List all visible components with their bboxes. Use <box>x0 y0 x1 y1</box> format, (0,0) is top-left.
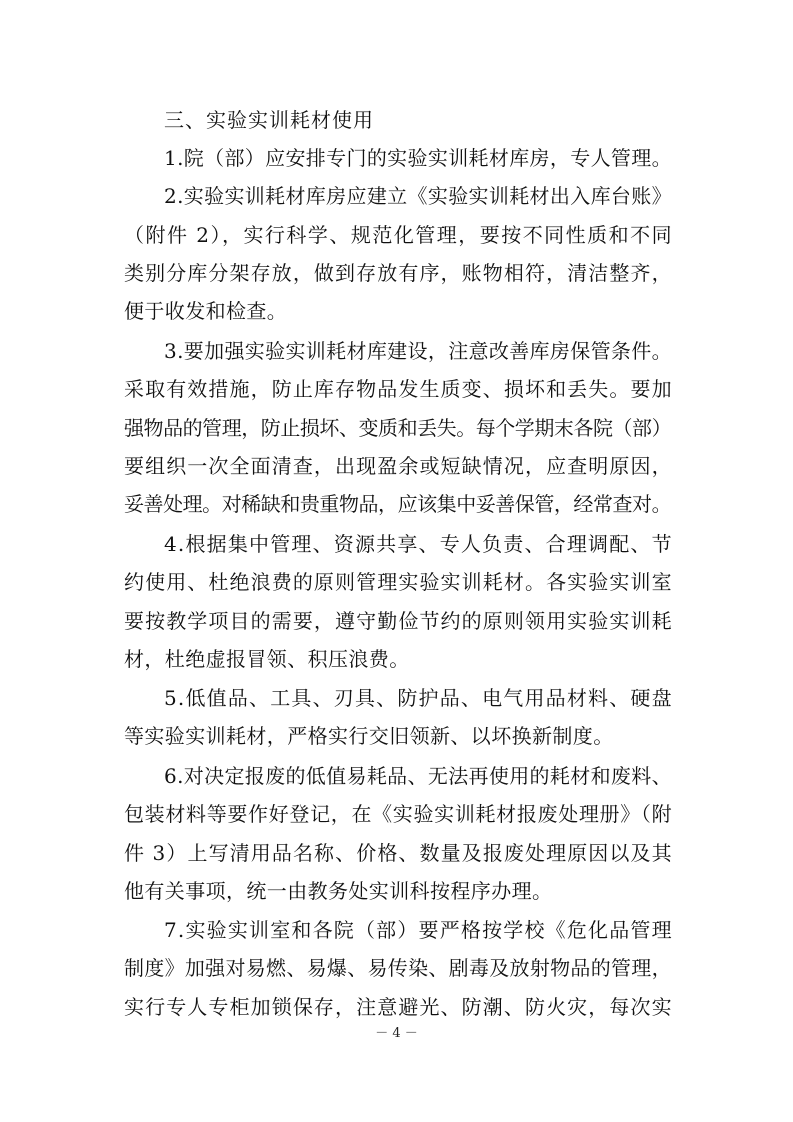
paragraph-3-line-4: 要组织一次全面清查，出现盈余或短缺情况，应查明原因， <box>124 454 673 478</box>
paragraph-6-line-3: 件 3）上写清用品名称、价格、数量及报废处理原因以及其 <box>124 841 673 865</box>
paragraph-3-line-2: 采取有效措施，防止库存物品发生质变、损坏和丢失。要加 <box>124 377 673 401</box>
paragraph-3-line-5: 妥善处理。对稀缺和贵重物品，应该集中妥善保管，经常查对。 <box>124 492 672 516</box>
paragraph-2-line-1: 2.实验实训耗材库房应建立《实验实训耗材出入库台账》 <box>164 184 672 208</box>
paragraph-4-line-1: 4.根据集中管理、资源共享、专人负责、合理调配、节 <box>164 532 673 556</box>
page-number: － 4 － <box>375 1026 418 1041</box>
paragraph-4-line-2: 约使用、杜绝浪费的原则管理实验实训耗材。各实验实训室 <box>124 570 673 594</box>
paragraph-6-line-2: 包装材料等要作好登记，在《实验实训耗材报废处理册》（附 <box>124 802 673 826</box>
paragraph-2-line-2: （附件 2），实行科学、规范化管理，要按不同性质和不同 <box>124 223 674 247</box>
paragraph-7-line-3: 实行专人专柜加锁保存，注意避光、防潮、防火灾，每次实 <box>124 995 673 1019</box>
paragraph-1-line-1: 1.院（部）应安排专门的实验实训耗材库房，专人管理。 <box>164 146 672 170</box>
section-heading: 三、实验实训耗材使用 <box>164 108 374 132</box>
paragraph-2-line-3: 类别分库分架存放，做到存放有序，账物相符，清洁整齐， <box>124 261 673 285</box>
paragraph-7-line-2: 制度》加强对易燃、易爆、易传染、剧毒及放射物品的管理， <box>124 956 672 980</box>
paragraph-7-line-1: 7.实验实训室和各院（部）要严格按学校《危化品管理 <box>164 918 673 942</box>
paragraph-4-line-4: 材，杜绝虚报冒领、积压浪费。 <box>124 647 410 671</box>
paragraph-3-line-1: 3.要加强实验实训耗材库建设，注意改善库房保管条件。 <box>164 339 672 363</box>
paragraph-6-line-4: 他有关事项，统一由教务处实训科按程序办理。 <box>124 879 553 903</box>
paragraph-2-line-4: 便于收发和检查。 <box>124 299 288 323</box>
paragraph-5-line-1: 5.低值品、工具、刃具、防护品、电气用品材料、硬盘 <box>164 686 673 710</box>
paragraph-5-line-2: 等实验实训耗材，严格实行交旧领新、以坏换新制度。 <box>124 724 614 748</box>
paragraph-4-line-3: 要按教学项目的需要，遵守勤俭节约的原则领用实验实训耗 <box>124 609 673 633</box>
paragraph-3-line-3: 强物品的管理，防止损坏、变质和丢失。每个学期末各院（部） <box>124 416 672 440</box>
paragraph-6-line-1: 6.对决定报废的低值易耗品、无法再使用的耗材和废料、 <box>164 764 672 788</box>
